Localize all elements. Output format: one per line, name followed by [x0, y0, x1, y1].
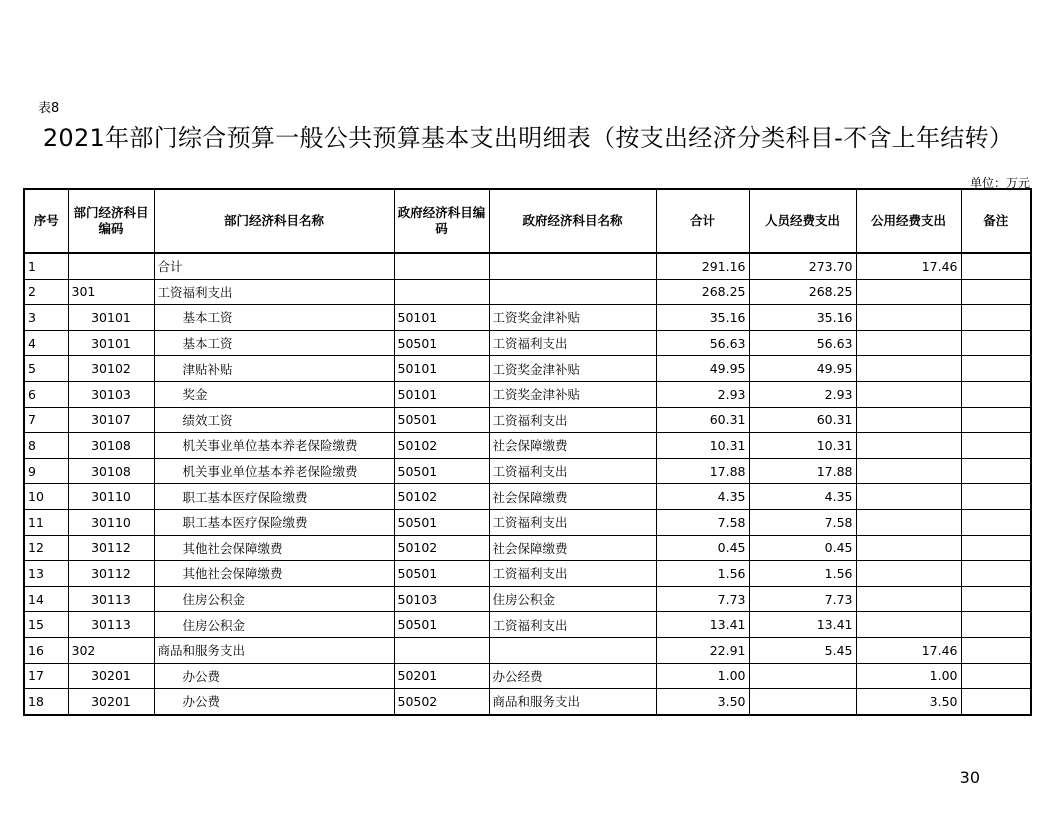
cell-dept-name: 津贴补贴	[154, 356, 394, 382]
table-row	[24, 637, 1031, 663]
table-header-row	[24, 189, 1031, 253]
cell-gov-code: 50103	[394, 586, 489, 612]
cell-dept-code: 30113	[68, 586, 154, 612]
cell-seq: 3	[24, 305, 68, 331]
cell-gov-code: 50102	[394, 484, 489, 510]
cell-personnel: 273.70	[749, 253, 856, 279]
cell-dept-name: 其他社会保障缴费	[154, 561, 394, 587]
header-public: 公用经费支出	[856, 189, 961, 253]
cell-dept-code: 30110	[68, 509, 154, 535]
unit-label: 单位：万元	[969, 176, 1030, 190]
cell-public: 17.46	[856, 637, 961, 663]
cell-seq: 12	[24, 535, 68, 561]
cell-seq: 2	[24, 279, 68, 305]
cell-gov-name: 住房公积金	[489, 586, 656, 612]
cell-dept-code: 30112	[68, 535, 154, 561]
cell-remark	[961, 253, 1031, 279]
header-gov-name: 政府经济科目名称	[489, 189, 656, 253]
cell-dept-code: 30112	[68, 561, 154, 587]
cell-personnel: 7.58	[749, 509, 856, 535]
cell-dept-code: 30108	[68, 433, 154, 459]
cell-total: 10.31	[656, 433, 749, 459]
cell-gov-code: 50502	[394, 689, 489, 715]
header-total: 合计	[656, 189, 749, 253]
cell-dept-code: 30110	[68, 484, 154, 510]
cell-personnel: 4.35	[749, 484, 856, 510]
cell-personnel	[749, 663, 856, 689]
cell-seq: 4	[24, 330, 68, 356]
cell-dept-code: 30201	[68, 689, 154, 715]
cell-public	[856, 612, 961, 638]
cell-personnel: 60.31	[749, 407, 856, 433]
cell-dept-code: 302	[68, 637, 154, 663]
cell-gov-code	[394, 279, 489, 305]
cell-total: 7.58	[656, 509, 749, 535]
table-row	[24, 305, 1031, 331]
table-row	[24, 561, 1031, 587]
cell-remark	[961, 561, 1031, 587]
cell-remark	[961, 689, 1031, 715]
cell-dept-name: 工资福利支出	[154, 279, 394, 305]
cell-dept-name: 机关事业单位基本养老保险缴费	[154, 458, 394, 484]
cell-total: 3.50	[656, 689, 749, 715]
cell-total: 17.88	[656, 458, 749, 484]
table-row	[24, 484, 1031, 510]
cell-public	[856, 458, 961, 484]
cell-dept-name: 机关事业单位基本养老保险缴费	[154, 433, 394, 459]
cell-gov-name: 工资福利支出	[489, 330, 656, 356]
cell-remark	[961, 433, 1031, 459]
cell-personnel: 13.41	[749, 612, 856, 638]
cell-remark	[961, 407, 1031, 433]
cell-seq: 14	[24, 586, 68, 612]
table-row	[24, 381, 1031, 407]
cell-dept-name: 办公费	[154, 663, 394, 689]
table-row	[24, 356, 1031, 382]
cell-total: 60.31	[656, 407, 749, 433]
cell-dept-name: 职工基本医疗保险缴费	[154, 484, 394, 510]
cell-gov-name	[489, 279, 656, 305]
cell-total: 4.35	[656, 484, 749, 510]
cell-seq: 10	[24, 484, 68, 510]
cell-personnel	[749, 689, 856, 715]
cell-gov-name: 工资福利支出	[489, 612, 656, 638]
cell-gov-name: 商品和服务支出	[489, 689, 656, 715]
table-row	[24, 612, 1031, 638]
cell-total: 7.73	[656, 586, 749, 612]
cell-gov-name: 工资福利支出	[489, 458, 656, 484]
table-row	[24, 458, 1031, 484]
header-dept-name: 部门经济科目名称	[154, 189, 394, 253]
cell-dept-name: 商品和服务支出	[154, 637, 394, 663]
cell-seq: 16	[24, 637, 68, 663]
cell-remark	[961, 305, 1031, 331]
cell-dept-name: 奖金	[154, 381, 394, 407]
cell-remark	[961, 586, 1031, 612]
cell-personnel: 49.95	[749, 356, 856, 382]
header-personnel: 人员经费支出	[749, 189, 856, 253]
cell-public: 3.50	[856, 689, 961, 715]
cell-gov-name: 工资奖金津补贴	[489, 305, 656, 331]
cell-seq: 11	[24, 509, 68, 535]
cell-gov-name: 社会保障缴费	[489, 433, 656, 459]
cell-dept-name: 绩效工资	[154, 407, 394, 433]
header-remark: 备注	[961, 189, 1031, 253]
table-row	[24, 689, 1031, 715]
cell-remark	[961, 637, 1031, 663]
cell-remark	[961, 663, 1031, 689]
cell-dept-name: 职工基本医疗保险缴费	[154, 509, 394, 535]
cell-gov-code: 50101	[394, 381, 489, 407]
page-number: 30	[959, 768, 980, 787]
cell-dept-name: 办公费	[154, 689, 394, 715]
cell-dept-code	[68, 253, 154, 279]
cell-gov-name: 社会保障缴费	[489, 484, 656, 510]
cell-dept-code: 30107	[68, 407, 154, 433]
table-row	[24, 279, 1031, 305]
cell-gov-code: 50501	[394, 612, 489, 638]
header-dept-code: 部门经济科目编码	[68, 189, 154, 253]
cell-dept-code: 30101	[68, 330, 154, 356]
cell-gov-code: 50501	[394, 561, 489, 587]
table-row	[24, 433, 1031, 459]
cell-personnel: 10.31	[749, 433, 856, 459]
cell-dept-name: 基本工资	[154, 330, 394, 356]
cell-seq: 6	[24, 381, 68, 407]
cell-total: 56.63	[656, 330, 749, 356]
cell-public	[856, 586, 961, 612]
header-seq: 序号	[24, 189, 68, 253]
cell-remark	[961, 458, 1031, 484]
cell-seq: 5	[24, 356, 68, 382]
table-row	[24, 253, 1031, 279]
cell-gov-code: 50501	[394, 407, 489, 433]
header-gov-code: 政府经济科目编码	[394, 189, 489, 253]
cell-personnel: 7.73	[749, 586, 856, 612]
cell-gov-name	[489, 253, 656, 279]
cell-gov-code: 50501	[394, 330, 489, 356]
cell-gov-code: 50101	[394, 305, 489, 331]
cell-public: 17.46	[856, 253, 961, 279]
cell-personnel: 35.16	[749, 305, 856, 331]
cell-seq: 8	[24, 433, 68, 459]
cell-public	[856, 356, 961, 382]
cell-remark	[961, 330, 1031, 356]
cell-remark	[961, 535, 1031, 561]
cell-dept-code: 30102	[68, 356, 154, 382]
table-tag: 表8	[38, 101, 60, 116]
table-row	[24, 586, 1031, 612]
cell-gov-code: 50102	[394, 535, 489, 561]
cell-total: 268.25	[656, 279, 749, 305]
cell-public	[856, 535, 961, 561]
cell-total: 22.91	[656, 637, 749, 663]
cell-gov-code: 50501	[394, 509, 489, 535]
cell-total: 1.56	[656, 561, 749, 587]
cell-dept-name: 住房公积金	[154, 586, 394, 612]
cell-gov-code: 50102	[394, 433, 489, 459]
cell-personnel: 1.56	[749, 561, 856, 587]
cell-remark	[961, 356, 1031, 382]
cell-public	[856, 279, 961, 305]
cell-public	[856, 330, 961, 356]
cell-seq: 17	[24, 663, 68, 689]
cell-public	[856, 509, 961, 535]
cell-total: 49.95	[656, 356, 749, 382]
cell-total: 2.93	[656, 381, 749, 407]
cell-public	[856, 305, 961, 331]
cell-dept-name: 合计	[154, 253, 394, 279]
cell-gov-name: 工资福利支出	[489, 561, 656, 587]
cell-public	[856, 407, 961, 433]
cell-remark	[961, 612, 1031, 638]
cell-public	[856, 484, 961, 510]
cell-total: 291.16	[656, 253, 749, 279]
cell-personnel: 56.63	[749, 330, 856, 356]
table-row	[24, 407, 1031, 433]
table-row	[24, 509, 1031, 535]
cell-remark	[961, 509, 1031, 535]
cell-seq: 1	[24, 253, 68, 279]
cell-dept-name: 基本工资	[154, 305, 394, 331]
cell-gov-code: 50101	[394, 356, 489, 382]
cell-personnel: 17.88	[749, 458, 856, 484]
cell-total: 1.00	[656, 663, 749, 689]
table-row	[24, 663, 1031, 689]
cell-dept-code: 30113	[68, 612, 154, 638]
cell-dept-code: 30201	[68, 663, 154, 689]
cell-gov-name: 工资福利支出	[489, 509, 656, 535]
cell-public: 1.00	[856, 663, 961, 689]
cell-gov-name: 办公经费	[489, 663, 656, 689]
cell-personnel: 5.45	[749, 637, 856, 663]
cell-personnel: 0.45	[749, 535, 856, 561]
cell-public	[856, 433, 961, 459]
cell-dept-code: 30101	[68, 305, 154, 331]
cell-seq: 13	[24, 561, 68, 587]
cell-total: 0.45	[656, 535, 749, 561]
cell-gov-code: 50201	[394, 663, 489, 689]
cell-total: 13.41	[656, 612, 749, 638]
cell-gov-name: 社会保障缴费	[489, 535, 656, 561]
cell-remark	[961, 484, 1031, 510]
cell-seq: 18	[24, 689, 68, 715]
table-row	[24, 535, 1031, 561]
cell-total: 35.16	[656, 305, 749, 331]
cell-gov-name: 工资奖金津补贴	[489, 381, 656, 407]
cell-gov-code	[394, 253, 489, 279]
cell-gov-name	[489, 637, 656, 663]
cell-dept-code: 30103	[68, 381, 154, 407]
cell-dept-name: 住房公积金	[154, 612, 394, 638]
cell-public	[856, 561, 961, 587]
cell-gov-name: 工资福利支出	[489, 407, 656, 433]
table-row	[24, 330, 1031, 356]
cell-gov-code	[394, 637, 489, 663]
cell-gov-code: 50501	[394, 458, 489, 484]
budget-table	[23, 188, 1032, 716]
cell-dept-code: 30108	[68, 458, 154, 484]
cell-dept-code: 301	[68, 279, 154, 305]
cell-remark	[961, 381, 1031, 407]
cell-seq: 9	[24, 458, 68, 484]
cell-seq: 7	[24, 407, 68, 433]
cell-personnel: 268.25	[749, 279, 856, 305]
cell-public	[856, 381, 961, 407]
page-title: 2021年部门综合预算一般公共预算基本支出明细表（按支出经济分类科目-不含上年结转）	[42, 124, 1014, 152]
cell-personnel: 2.93	[749, 381, 856, 407]
cell-dept-name: 其他社会保障缴费	[154, 535, 394, 561]
cell-remark	[961, 279, 1031, 305]
cell-seq: 15	[24, 612, 68, 638]
cell-gov-name: 工资奖金津补贴	[489, 356, 656, 382]
